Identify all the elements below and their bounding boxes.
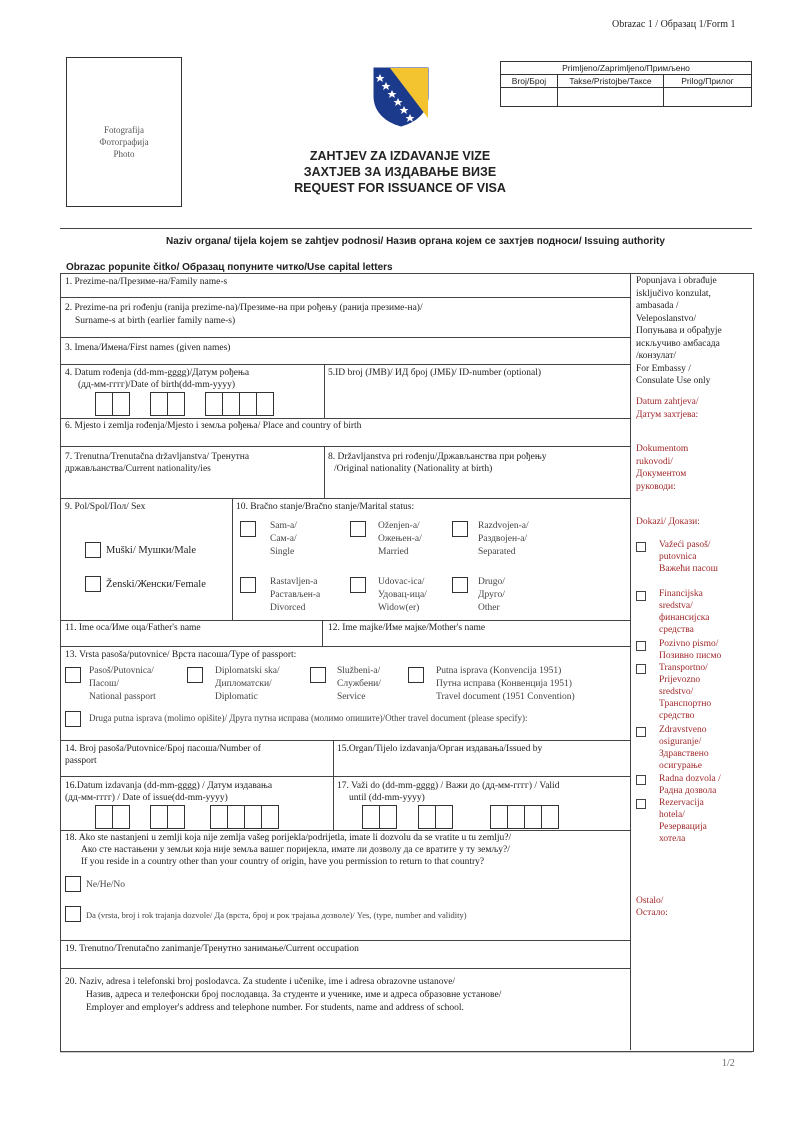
- passport-diplomatic-label: Diplomatski ska/ Дипломатски/ Diplomatic: [215, 666, 280, 702]
- field-19-label: 19. Trenutno/Trenutačno zanimanje/Тренутно занимање/Current occupation: [65, 944, 359, 954]
- field-12-label: 12. Ime majke/Име мајке/Mother's name: [328, 623, 486, 633]
- residence-no-label: Ne/Не/No: [86, 880, 126, 890]
- residence-yes-checkbox[interactable]: [65, 906, 81, 922]
- valid-month-cells[interactable]: [418, 805, 453, 829]
- field-18-label-2: Ако сте настањени у земљи која није земља вашег поријекла, имате ли дозволу да се вратите у ту земљу?/: [81, 845, 510, 855]
- evidence-insurance-label: Zdravstveno osiguranje/ Здравствено осигурање: [659, 725, 709, 771]
- family-name-input[interactable]: [62, 288, 628, 296]
- marital-other-label: Drugo/ Друго/ Other: [478, 577, 505, 613]
- issue-year-cells[interactable]: [210, 805, 279, 829]
- evidence-transport-checkbox[interactable]: [636, 664, 646, 674]
- page-number: 1/2: [722, 1058, 735, 1069]
- field-18-label: 18. Ako ste nastanjeni u zemlji koja nije zemlja vašeg porijekla/podrijetla, imate li dozvolu da se vratite u tu zemlju?/: [65, 833, 512, 843]
- passport-other-checkbox[interactable]: [65, 711, 81, 727]
- evidence-passport-checkbox[interactable]: [636, 542, 646, 552]
- field-5-label: 5.ID broj (JMB)/ ИД број (ЈМБ)/ ID-number (optional): [328, 368, 542, 378]
- form-number: Obrazac 1 / Образац 1/Form 1: [612, 19, 736, 30]
- sidebar-other-label: Ostalo/ Остало:: [636, 896, 668, 918]
- dob-day-cells[interactable]: [95, 392, 130, 416]
- marital-married-label: Oženjen-a/ Ожењен-а/ Married: [378, 521, 422, 557]
- residence-yes-label: Da (vrsta, broj i rok trajanja dozvole/ Да (врста, број и рок трајања дозволе)/ Yes, (type, number and validity): [86, 910, 467, 920]
- received-header: Primljeno/Zaprimljeno/Примљено: [501, 62, 751, 75]
- field-18-label-3: If you reside in a country other than your country of origin, have you permission to return to that country?: [81, 857, 485, 867]
- field-14-label-2: passport: [65, 756, 97, 766]
- field-3-label: 3. Imena/Имена/First names (given names): [65, 343, 231, 353]
- marital-divorced-label: Rastavljen-a Растављен-а Divorced: [270, 577, 321, 613]
- passport-travel-document-label: Putna isprava (Konvencija 1951) Путна исправа (Конвенција 1951) Travel document (1951 Convention): [436, 666, 575, 702]
- passport-diplomatic-checkbox[interactable]: [187, 667, 203, 683]
- marital-married-checkbox[interactable]: [350, 521, 366, 537]
- field-11-label: 11. Ime oca/Име оца/Father's name: [65, 623, 201, 633]
- received-col-attachment: Prilog/Прилог: [681, 76, 734, 86]
- sidebar-handled-label: Dokumentom rukovodi/ Документом руководи:: [636, 444, 689, 492]
- marital-other-checkbox[interactable]: [452, 577, 468, 593]
- sex-male-checkbox[interactable]: [85, 542, 101, 558]
- sidebar-date-label: Datum zahtjeva/ Датум захтјева:: [636, 397, 699, 420]
- field-9-label: 9. Pol/Spol/Пол/ Sex: [65, 502, 146, 512]
- evidence-hotel-label: Rezervacija hotela/ Резервација хотела: [659, 798, 707, 844]
- coat-of-arms-icon: [372, 66, 430, 128]
- field-2-label-2: Surname-s at birth (earlier family name-s): [75, 316, 236, 326]
- sex-male-label: Muški/ Мушки/Male: [106, 545, 197, 556]
- capital-letters-note: Obrazac popunite čitko/ Образац попуните читко/Use capital letters: [66, 262, 393, 273]
- passport-other-label: Druga putna isprava (molimo opišite)/ Друга путна исправа (молимо опишите)/Other travel document (please specify):: [89, 713, 528, 723]
- received-table: [500, 61, 752, 107]
- photo-box[interactable]: [66, 57, 182, 207]
- evidence-insurance-checkbox[interactable]: [636, 727, 646, 737]
- dob-month-cells[interactable]: [150, 392, 185, 416]
- field-7-label-2: држављанства/Current nationality/ies: [65, 464, 211, 474]
- evidence-transport-label: Transportno/ Prijevozno sredstvo/ Транспортно средство: [659, 663, 712, 721]
- received-col-number: Broj/Број: [511, 76, 547, 86]
- field-10-label: 10. Bračno stanje/Bračno stanje/Marital status:: [236, 502, 415, 512]
- marital-separated-label: Razdvojen-a/ Раздвојен-а/ Separated: [478, 521, 529, 557]
- field-8-label-2: /Original nationality (Nationality at birth): [334, 464, 493, 474]
- title-cyrillic: ЗАХТЈЕВ ЗА ИЗДАВАЊЕ ВИЗЕ: [303, 165, 497, 179]
- field-4-label-2: (дд-мм-гггг)/Date of birth(dd-mm-yyyy): [78, 380, 236, 390]
- field-15-label: 15.Organ/Tijelo izdavanja/Орган издавања/Issued by: [337, 744, 543, 754]
- marital-single-label: Sam-a/ Сам-а/ Single: [270, 521, 297, 557]
- marital-single-checkbox[interactable]: [240, 521, 256, 537]
- field-13-label: 13. Vrsta pasoša/putovnice/ Врста пасоша/Type of passport:: [65, 650, 297, 660]
- evidence-funds-label: Financijska sredstva/ финансијска средства: [659, 589, 710, 635]
- photo-label-2: Фотографија: [99, 137, 149, 147]
- sex-female-checkbox[interactable]: [85, 576, 101, 592]
- passport-service-label: Službeni-a/ Службени/ Service: [337, 666, 381, 702]
- field-20-label: 20. Naziv, adresa i telefonski broj poslodavca. Za studente i učenike, ime i adresa obrazovne ustanove/: [65, 977, 456, 987]
- dob-year-cells[interactable]: [205, 392, 274, 416]
- title-english: REQUEST FOR ISSUANCE OF VISA: [294, 181, 506, 195]
- sidebar-intro: Popunjava i obrađuje isključivo konzulat, ambasada / Veleposlanstvo/ Попуњава и обрађује искључиво амбасада /конзулат/ For Embassy / Consulate Use only: [636, 276, 722, 386]
- evidence-work-permit-label: Radna dozvola / Радна дозвола: [659, 774, 721, 796]
- evidence-passport-label: Važeći pasoš/ putovnica Важећи пасош: [659, 540, 718, 574]
- marital-separated-checkbox[interactable]: [452, 521, 468, 537]
- field-14-label: 14. Broj pasoša/Putovnice/Број пасоша/Number of: [65, 744, 261, 754]
- issuing-authority: Naziv organa/ tijela kojem se zahtjev podnosi/ Назив органа којем се захтјев подноси/ Issuing authority: [166, 236, 665, 247]
- title-latin: ZAHTJEV ZA IZDAVANJE VIZE: [309, 149, 491, 163]
- field-17-label-2: until (dd-mm-yyyy): [349, 793, 425, 803]
- field-16-label-2: (дд-мм-гггг) / Date of issue(dd-mm-yyyy): [65, 793, 228, 803]
- issue-month-cells[interactable]: [150, 805, 185, 829]
- valid-day-cells[interactable]: [362, 805, 397, 829]
- field-1-label: 1. Prezime-na/Презиме-на/Family name-s: [65, 277, 228, 287]
- sidebar-evidence-label: Dokazi/ Докази:: [636, 517, 700, 527]
- residence-no-checkbox[interactable]: [65, 876, 81, 892]
- evidence-invitation-label: Pozivno pismo/ Позивно писмо: [659, 639, 722, 661]
- field-8-label: 8. Državljanstva pri rođenju/Држављанства при рођењу: [328, 452, 547, 462]
- field-16-label: 16.Datum izdavanja (dd-mm-gggg) / Датум издавања: [65, 781, 273, 791]
- field-20-label-2: Назив, адреса и телефонски број послодавца. За студенте и ученике, име и адреса образовне установе/: [86, 990, 502, 1000]
- sex-female-label: Ženski/Женски/Female: [106, 579, 206, 590]
- received-col-fees: Takse/Pristojbe/Таксе: [569, 76, 652, 86]
- marital-widowed-checkbox[interactable]: [350, 577, 366, 593]
- evidence-hotel-checkbox[interactable]: [636, 799, 646, 809]
- passport-national-checkbox[interactable]: [65, 667, 81, 683]
- marital-divorced-checkbox[interactable]: [240, 577, 256, 593]
- valid-year-cells[interactable]: [490, 805, 559, 829]
- evidence-work-permit-checkbox[interactable]: [636, 775, 646, 785]
- page-title: [280, 148, 520, 196]
- evidence-funds-checkbox[interactable]: [636, 591, 646, 601]
- photo-label-1: Fotografija: [104, 125, 144, 135]
- issue-day-cells[interactable]: [95, 805, 130, 829]
- field-17-label: 17. Važi do (dd-mm-gggg) / Важи до (дд-мм-гггг) / Valid: [337, 781, 560, 791]
- field-4-label: 4. Datum rođenja (dd-mm-gggg)/Датум рођења: [65, 368, 250, 378]
- evidence-invitation-checkbox[interactable]: [636, 641, 646, 651]
- passport-national-label: Pasoš/Putovnica/ Пасош/ National passport: [89, 666, 156, 702]
- marital-widowed-label: Udovac-ica/ Удовац-ица/ Widow(er): [378, 577, 427, 613]
- field-7-label: 7. Trenutna/Trenutačna državljanstva/ Тренутна: [65, 452, 250, 462]
- field-2-label: 2. Prezime-na pri rođenju (ranija prezime-na)/Презиме-на при рођењу (ранија презиме-на)/: [65, 303, 423, 313]
- field-20-label-3: Employer and employer's address and telephone number. For students, name and address of school.: [86, 1003, 464, 1013]
- photo-label-3: Photo: [113, 149, 135, 159]
- field-6-label: 6. Mjesto i zemlja rođenja/Mjesto i земља рођења/ Place and country of birth: [65, 421, 362, 431]
- passport-service-checkbox[interactable]: [310, 667, 326, 683]
- passport-travel-document-checkbox[interactable]: [408, 667, 424, 683]
